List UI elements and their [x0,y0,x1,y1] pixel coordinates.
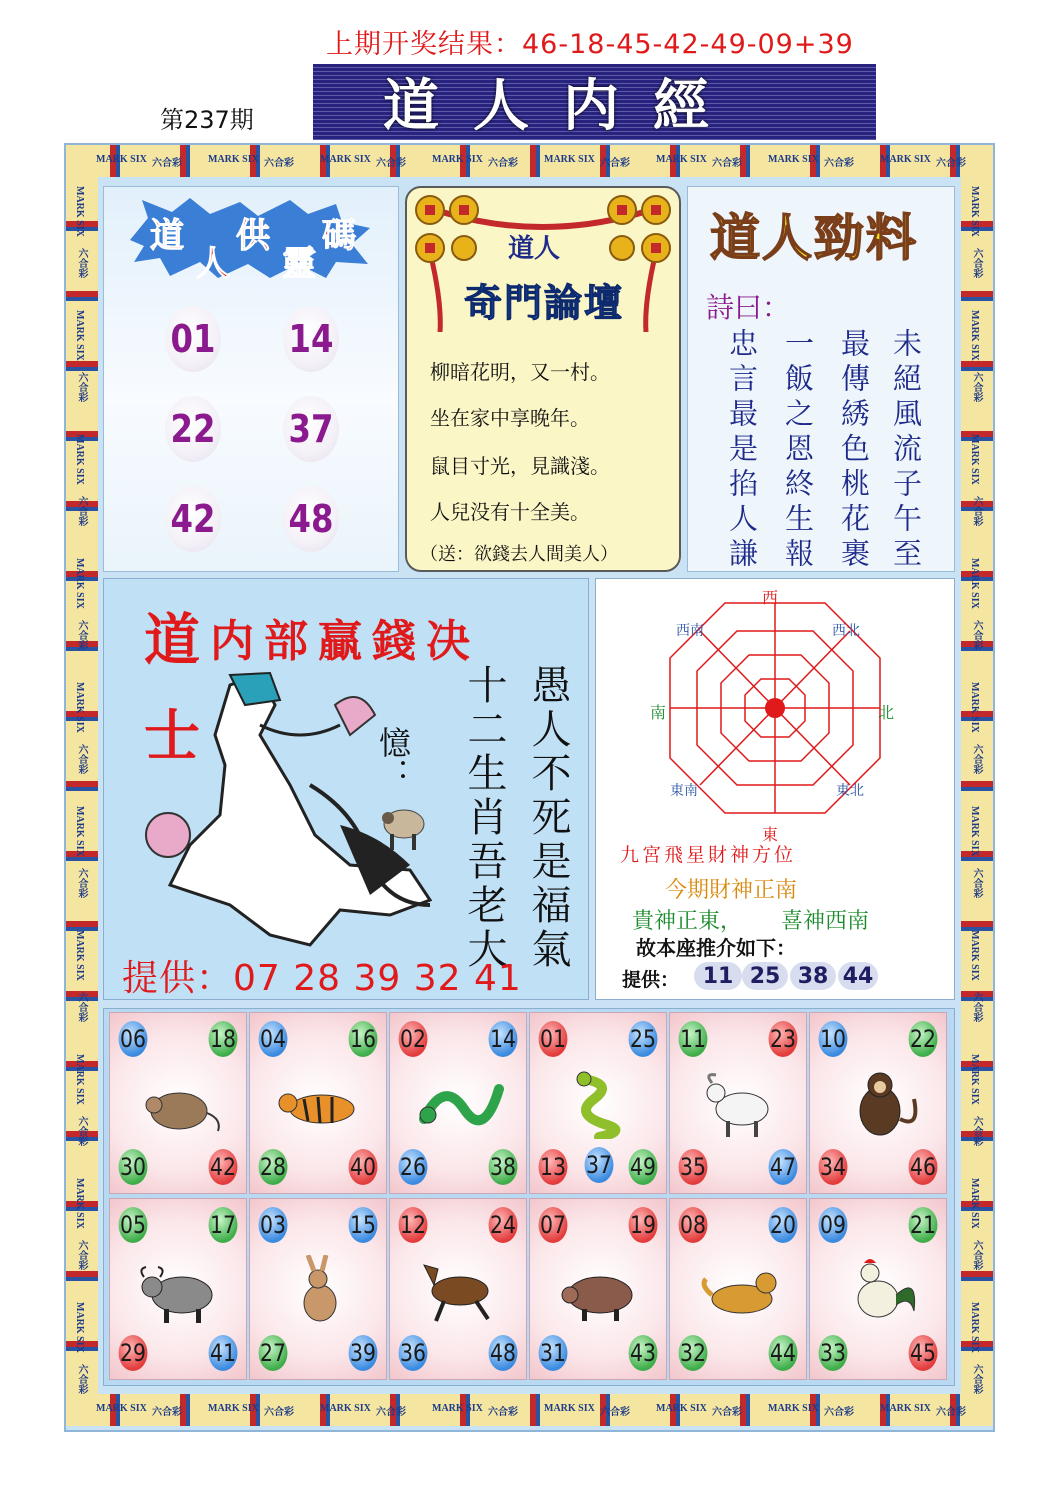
tiger-icon [274,1069,364,1139]
border-label: 六合彩 [971,496,982,526]
border-label: 六合彩 [971,868,982,898]
border-label: 六合彩 [76,372,87,402]
border-label: MARK SIX [96,1403,147,1414]
border-label: 六合彩 [76,992,87,1022]
recommended-number: 25 [742,962,788,990]
number-ball: 34 [819,1149,848,1185]
border-label: 六合彩 [824,1407,854,1418]
number-ball: 11 [679,1021,708,1057]
poem-column: 忠言最是掐人謙 [725,328,759,573]
border-label: MARK SIX [969,186,980,237]
poem-line: 鼠目寸光，見識淺。 [430,454,610,478]
border-label: MARK SIX [969,806,980,857]
zodiac-cell [809,1198,947,1380]
border-label: MARK SIX [74,558,85,609]
border-label: MARK SIX [969,930,980,981]
border-label: 六合彩 [971,372,982,402]
border-label: MARK SIX [969,434,980,485]
number-ball: 04 [259,1021,288,1057]
recommended-number: 38 [790,962,836,990]
border-label: MARK SIX [96,154,147,165]
border-label: MARK SIX [768,1403,819,1414]
forum-title: 奇門論壇 [464,280,625,325]
zodiac-cell [249,1198,387,1380]
pig-icon [554,1255,644,1325]
dir-southwest: 西南 [676,623,704,639]
noble-god-direction: 貴神正東， [632,909,743,934]
number-ball: 36 [399,1335,428,1371]
number-ball: 27 [259,1335,288,1371]
border-label: MARK SIX [880,154,931,165]
number-ball: 32 [679,1335,708,1371]
number-ball: 07 [539,1207,568,1243]
number-ball: 05 [119,1207,148,1243]
lucky-number: 14 [283,306,339,372]
number-ball: 06 [119,1021,148,1057]
border-label: MARK SIX [74,1178,85,1229]
title-char-5: 碼 [322,216,356,256]
goat-icon [694,1069,784,1139]
border-label: MARK SIX [656,154,707,165]
title-char-1: 道 [150,216,184,256]
border-label: MARK SIX [880,1403,931,1414]
border-label: 六合彩 [971,620,982,650]
border-label: 六合彩 [971,1364,982,1394]
border-label: 六合彩 [971,248,982,278]
border-label: MARK SIX [432,1403,483,1414]
number-ball: 47 [769,1149,798,1185]
number-ball: 31 [539,1335,568,1371]
lucky-number: 37 [283,396,339,462]
border-label: 六合彩 [76,744,87,774]
dir-west: 西 [762,588,779,607]
number-ball: 19 [629,1207,658,1243]
title-char-4: 靈 [282,244,316,284]
border-label: 六合彩 [152,1407,182,1418]
poem-column: 未絕風流子午至 [889,328,923,573]
border-label: 六合彩 [76,1116,87,1146]
title-banner [313,64,876,140]
poem-label: 詩曰： [706,291,791,324]
border-label: MARK SIX [74,1302,85,1353]
border-label: 六合彩 [76,1240,87,1270]
poem-line: 柳暗花明，又一村。 [430,360,610,384]
lucky-number: 22 [165,396,221,462]
border-label: 六合彩 [76,1364,87,1394]
slogan-column-1: 十二生肖吾老大 [461,664,507,972]
rat-icon [134,1069,224,1139]
number-ball: 42 [209,1149,238,1185]
title-char-2: 人 [196,244,230,284]
border-label: 六合彩 [488,1407,518,1418]
border-label: 六合彩 [76,496,87,526]
zodiac-cell [249,1012,387,1194]
number-ball: 16 [349,1021,378,1057]
border-label: 六合彩 [152,158,182,169]
poem-note: （送：欲錢去人間美人） [420,544,618,565]
number-ball: 45 [909,1335,938,1371]
border-label: MARK SIX [74,434,85,485]
border-label: MARK SIX [656,1403,707,1414]
border-label: 六合彩 [971,1116,982,1146]
dragon-icon [414,1069,504,1139]
border-label: MARK SIX [320,1403,371,1414]
number-ball: 44 [769,1335,798,1371]
border-label: 六合彩 [376,1407,406,1418]
border-label: 六合彩 [971,744,982,774]
border-label: 六合彩 [488,158,518,169]
border-label: MARK SIX [969,1302,980,1353]
number-ball: 41 [209,1335,238,1371]
border-label: MARK SIX [208,154,259,165]
lucky-number: 01 [165,306,221,372]
border-label: 六合彩 [76,620,87,650]
number-ball: 12 [399,1207,428,1243]
hot-tips-title: 道人勁料 [710,208,918,267]
number-ball: 03 [259,1207,288,1243]
forum-title-small: 道人 [508,234,561,264]
recommended-number: 11 [694,962,742,990]
border-label: 六合彩 [712,158,742,169]
dog-icon [694,1255,784,1325]
number-ball: 23 [769,1021,798,1057]
poem-line: 坐在家中享晚年。 [430,406,590,430]
border-label: 六合彩 [76,868,87,898]
number-ball: 09 [819,1207,848,1243]
number-ball: 26 [399,1149,428,1185]
border-label: 六合彩 [824,158,854,169]
dir-northeast: 東北 [836,783,864,799]
number-ball: 35 [679,1149,708,1185]
zodiac-cell [529,1198,667,1380]
rabbit-icon [274,1255,364,1325]
zodiac-cell [389,1198,527,1380]
last-result-text: 上期开奖结果：46-18-45-42-49-09+39 [326,29,854,60]
zodiac-cell [109,1012,247,1194]
lucky-number: 48 [283,486,339,552]
border-label: 六合彩 [936,1407,966,1418]
border-label: MARK SIX [969,558,980,609]
provided-numbers: 提供：07 28 39 32 41 [122,958,522,999]
border-label: MARK SIX [74,1054,85,1105]
number-ball: 24 [489,1207,518,1243]
zodiac-cell [389,1012,527,1194]
number-ball: 38 [489,1149,518,1185]
number-ball: 30 [119,1149,148,1185]
recommended-number: 44 [838,962,878,990]
ox-icon [134,1255,224,1325]
number-ball: 49 [629,1149,658,1185]
wealth-god-direction: 今期財神正南 [665,878,798,903]
border-label: 六合彩 [376,158,406,169]
border-label: MARK SIX [432,154,483,165]
monkey-icon [834,1069,924,1139]
border-label: MARK SIX [969,310,980,361]
number-ball: 22 [909,1021,938,1057]
border-label: MARK SIX [969,1178,980,1229]
border-label: MARK SIX [74,930,85,981]
memory-label: 憶： [374,726,412,790]
border-label: 六合彩 [712,1407,742,1418]
joy-god-direction: 喜神西南 [781,909,870,934]
border-label: 六合彩 [936,158,966,169]
border-label: MARK SIX [74,682,85,733]
number-ball: 39 [349,1335,378,1371]
slogan-column-2: 愚人不死是福氣 [525,664,571,972]
number-ball: 28 [259,1149,288,1185]
number-ball: 15 [349,1207,378,1243]
border-label: MARK SIX [320,154,371,165]
issue-number: 第237期 [160,106,254,134]
nine-palace-title: 九宮飛星財神方位 [620,844,797,866]
number-ball: 33 [819,1335,848,1371]
dir-northwest: 西北 [832,623,860,639]
number-ball: 25 [629,1021,658,1057]
border-label: MARK SIX [544,154,595,165]
border-label: MARK SIX [74,186,85,237]
rooster-icon [834,1255,924,1325]
border-label: MARK SIX [74,310,85,361]
border-label: 六合彩 [971,992,982,1022]
page-title: 道人内經 [383,73,743,139]
dir-east: 東 [762,825,779,844]
number-ball: 14 [489,1021,518,1057]
number-ball: 17 [209,1207,238,1243]
number-ball: 01 [539,1021,568,1057]
number-ball: 40 [349,1149,378,1185]
number-ball: 21 [909,1207,938,1243]
poem-column: 一飯之恩終生報 [781,328,815,573]
border-label: MARK SIX [969,682,980,733]
zodiac-cell [109,1198,247,1380]
poem-line: 人兒没有十全美。 [430,500,590,524]
number-ball: 48 [489,1335,518,1371]
border-label: MARK SIX [74,806,85,857]
zodiac-cell [809,1012,947,1194]
border-label: 六合彩 [76,248,87,278]
sheep-icon [380,800,426,852]
border-label: MARK SIX [969,1054,980,1105]
dir-south: 南 [650,703,667,722]
number-ball: 37 [585,1147,614,1183]
poem-column: 最傳綉色桃花裹 [837,328,871,573]
winning-secret-title: 内部贏錢决 [210,616,480,667]
number-ball: 13 [539,1149,568,1185]
number-ball: 43 [629,1335,658,1371]
provide-label: 提供： [622,969,680,991]
zodiac-cell [529,1012,667,1194]
dir-north: 北 [878,703,895,722]
border-label: 六合彩 [264,158,294,169]
number-ball: 18 [209,1021,238,1057]
border-label: 六合彩 [264,1407,294,1418]
border-label: 六合彩 [971,1240,982,1270]
zodiac-cell [669,1012,807,1194]
number-ball: 46 [909,1149,938,1185]
number-ball: 29 [119,1335,148,1371]
border-label: MARK SIX [544,1403,595,1414]
recommend-label: 故本座推介如下： [636,936,796,960]
number-ball: 10 [819,1021,848,1057]
zodiac-cell [669,1198,807,1380]
number-ball: 08 [679,1207,708,1243]
number-ball: 02 [399,1021,428,1057]
taoist-label: 道士 [135,610,201,802]
border-label: 六合彩 [600,158,630,169]
title-char-3: 供 [236,216,270,256]
horse-icon [414,1255,504,1325]
border-label: MARK SIX [768,154,819,165]
lucky-number: 42 [165,486,221,552]
border-label: MARK SIX [208,1403,259,1414]
border-label: 六合彩 [600,1407,630,1418]
snake-icon [554,1069,644,1139]
dir-southeast: 東南 [670,783,698,799]
number-ball: 20 [769,1207,798,1243]
